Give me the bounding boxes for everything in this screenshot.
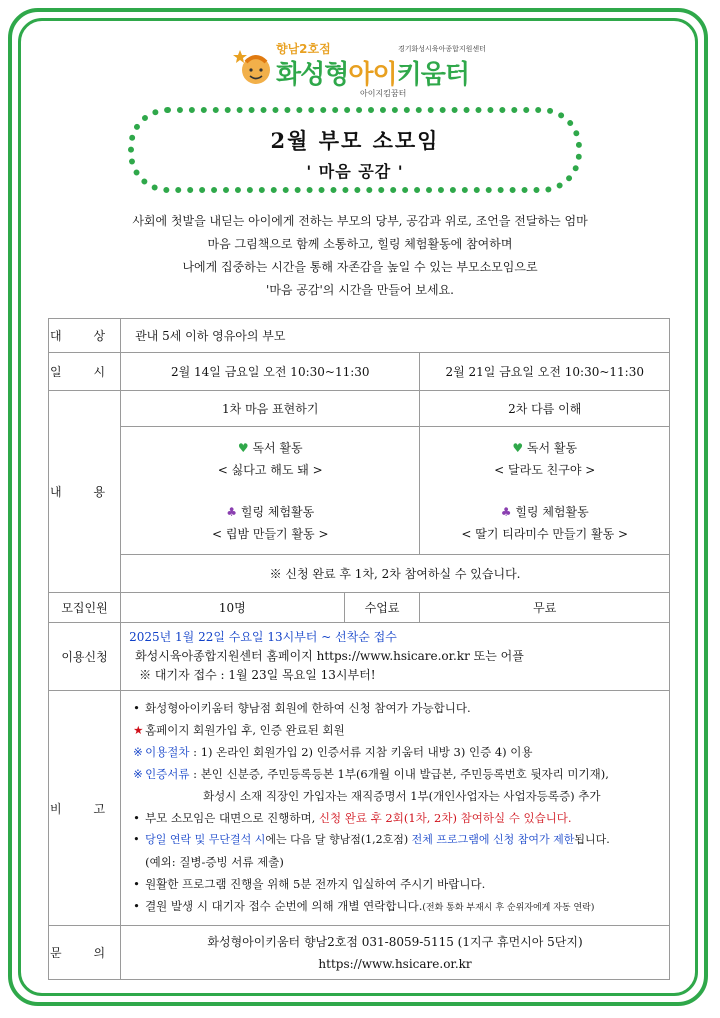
inquiry-label: 문 의 (49, 926, 121, 980)
logo-name: 화성형아이키움터 (276, 60, 469, 90)
star-icon: ★ (133, 723, 144, 737)
date-label: 일 시 (49, 353, 121, 391)
row-notes (49, 691, 670, 926)
session2-details: ♥ 독서 활동 < 달라도 친구야 > ♣ 힐링 체험활동 < 딸기 티라미수 만들기 활동 > (420, 427, 670, 555)
date-session1: 2월 14일 금요일 오전 10:30~11:30 (121, 353, 420, 391)
logo-branch: 향남2호점 (276, 42, 331, 56)
note-item: 화성시 소재 직장인 가입자는 재직증명서 1부(개인사업자는 사업자등록증) 추가 (203, 789, 601, 803)
target-value: 관내 5세 이하 영유아의 부모 (121, 319, 670, 353)
inquiry-url[interactable]: https://www.hsicare.or.kr (318, 956, 472, 971)
note-item: • 결원 발생 시 대기자 접수 순번에 의해 개별 연락합니다.(전화 통화 부재시 후 순위자에게 자동 연락) (133, 899, 595, 913)
row-inquiry (49, 926, 670, 980)
apply-site: 화성시육아종합지원센터 홈페이지 https://www.hsicare.or.kr 또는 어플 (135, 649, 524, 663)
intro-text (40, 210, 680, 302)
inquiry-details (121, 926, 670, 980)
inquiry-phone: 화성형아이키움터 향남2호점 031-8059-5115 (1지구 휴먼시아 5단지) (207, 934, 583, 949)
notes-list (121, 691, 670, 926)
note-item: ※ 인증서류 : 본인 신분증, 주민등록등본 1부(6개월 이내 발급본, 주민등록번호 뒷자리 미기재), (133, 767, 609, 781)
row-apply (49, 623, 670, 691)
row-date (49, 353, 670, 391)
row-target (49, 319, 670, 353)
session1-details: ♥ 독서 활동 < 싫다고 해도 돼 > ♣ 힐링 체험활동 < 립밤 만들기 활동 > (121, 427, 420, 555)
note-item: • 화성형아이키움터 향남점 회원에 한하여 신청 참여가 가능합니다. (133, 701, 471, 715)
target-label: 대 상 (49, 319, 121, 353)
fee-label: 수업료 (344, 593, 420, 623)
note-item: • 원활한 프로그램 진행을 위해 5분 전까지 입실하여 주시기 바랍니다. (133, 877, 486, 891)
note-item: (예외: 질병-증빙 서류 제출) (145, 855, 284, 869)
note-item: • 당일 연락 및 무단결석 시에는 다음 달 향남점(1,2호점) 전체 프로그램에 신청 참여가 제한됩니다. (133, 833, 610, 846)
content-note: ※ 신청 완료 후 1차, 2차 참여하실 수 있습니다. (121, 555, 670, 593)
logo (232, 40, 492, 102)
info-table (48, 318, 670, 980)
session1-title: 1차 마음 표현하기 (121, 391, 420, 427)
apply-waitlist: ※ 대기자 접수 : 1월 23일 목요일 13시부터! (139, 668, 376, 682)
apply-date: 2025년 1월 22일 수요일 13시부터 ~ 선착순 접수 (129, 630, 397, 644)
apply-label: 이용신청 (49, 623, 121, 691)
recruit-value: 10명 (121, 593, 345, 623)
center-name: 경기화성시육아종합지원센터 (398, 45, 486, 53)
session2-title: 2차 다름 이해 (420, 391, 670, 427)
date-session2: 2월 21일 금요일 오전 10:30~11:30 (420, 353, 670, 391)
page-subtitle: ' 마음 공감 ' (306, 162, 404, 181)
fee-value: 무료 (420, 593, 670, 623)
note-item: ★ 홈페이지 회원가입 후, 인증 완료된 회원 (133, 719, 663, 741)
row-content-note (49, 555, 670, 593)
smiley-sun-icon (232, 46, 276, 90)
heart-icon: ♥ (512, 440, 524, 455)
intro-line: '마음 공감'의 시간을 만들어 보세요. (266, 283, 454, 297)
recruit-label: 모집인원 (49, 593, 121, 623)
row-content-details (49, 427, 670, 555)
note-item: ※ 이용절차 : 1) 온라인 회원가입 2) 인증서류 지참 키움터 내방 3) 인증 4) 이용 (133, 745, 533, 759)
intro-line: 마음 그림책으로 함께 소통하고, 힐링 체험활동에 참여하며 (207, 237, 513, 251)
logo-tagline: 아이지킴꿈터 (360, 89, 407, 98)
title-box (128, 107, 582, 193)
club-icon: ♣ (500, 504, 512, 519)
notes-label: 비 고 (49, 691, 121, 926)
page-title: 2월 부모 소모임 (270, 128, 440, 153)
club-icon: ♣ (226, 504, 238, 519)
intro-line: 나에게 집중하는 시간을 통해 자존감을 높일 수 있는 부모소모임으로 (182, 260, 538, 274)
row-recruit (49, 593, 670, 623)
content-label: 내 용 (49, 391, 121, 593)
intro-line: 사회에 첫발을 내딛는 아이에게 전하는 부모의 당부, 공감과 위로, 조언을 전달하는 엄마 (132, 214, 588, 228)
note-item: • 부모 소모임은 대면으로 진행하며, 신청 완료 후 2회(1차, 2차) 참여하실 수 있습니다. (133, 811, 572, 825)
row-content-titles (49, 391, 670, 427)
apply-details (121, 623, 670, 691)
heart-icon: ♥ (237, 440, 249, 455)
